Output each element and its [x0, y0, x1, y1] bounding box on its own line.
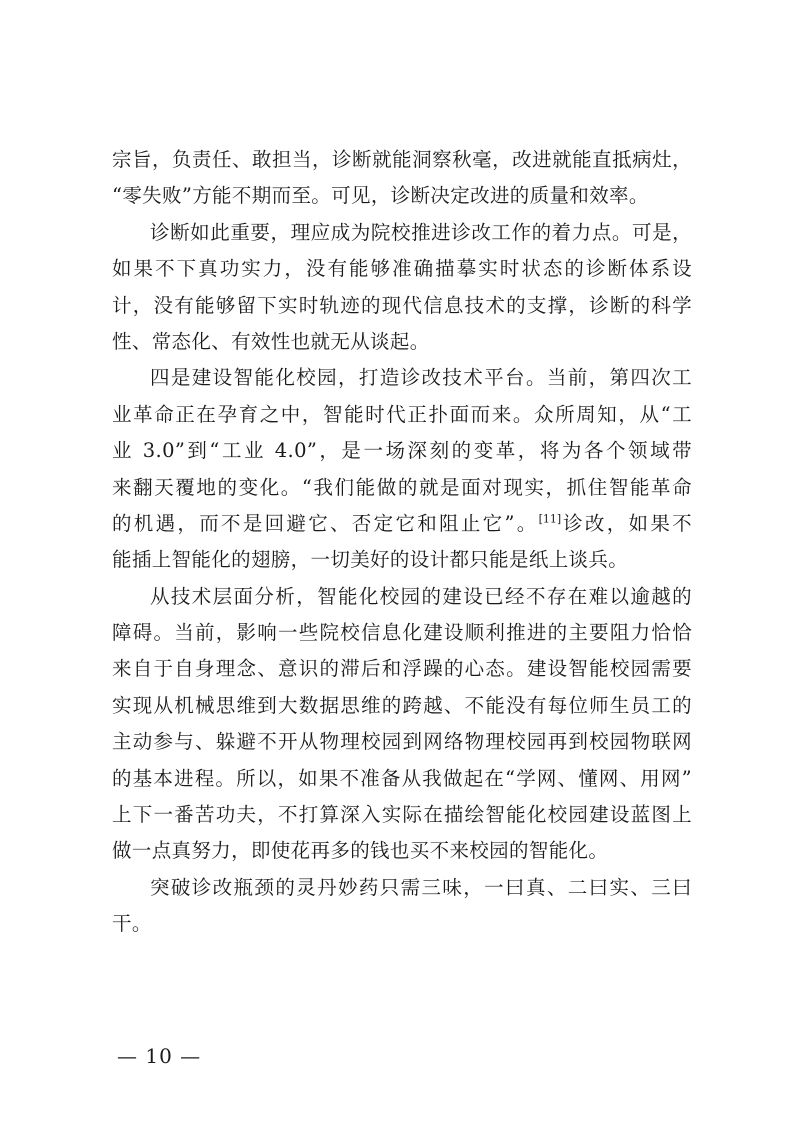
text-line: 干。 [112, 912, 152, 936]
citation-marker: [11] [538, 512, 562, 526]
text-line [112, 506, 692, 542]
text-line: 突破诊改瓶颈的灵丹妙药只需三味，一曰真、二曰实、三曰 [150, 875, 692, 899]
text-line: 实现从机械思维到大数据思维的跨越、不能没有每位师生员工的 [112, 693, 692, 717]
paragraph [112, 579, 692, 870]
text-line: 业 3.0”到“工业 4.0”，是一场深刻的变革，将为各个领域带 [112, 439, 692, 463]
paragraph [112, 870, 692, 943]
text-line: 能插上智能化的翅膀，一切美好的设计都只能是纸上谈兵。 [112, 548, 629, 572]
text-line: 性、常态化、有效性也就无从谈起。 [112, 329, 430, 353]
text-line: 四是建设智能化校园，打造诊改技术平台。当前，第四次工 [150, 366, 692, 390]
text-line: “零失败”方能不期而至。可见，诊断决定改进的质量和效率。 [112, 184, 649, 208]
page-number: — 10 — [117, 1044, 202, 1068]
text-line: 计，没有能够留下实时轨迹的现代信息技术的支撑，诊断的科学 [112, 293, 692, 317]
text-line: 上下一番苦功夫，不打算深入实际在描绘智能化校园建设蓝图上 [112, 803, 692, 827]
text-line: 如果不下真功实力，没有能够准确描摹实时状态的诊断体系设 [112, 257, 692, 281]
paragraph [112, 360, 692, 578]
paragraph [112, 142, 692, 215]
body-text [112, 142, 692, 943]
text-segment: 诊改，如果不 [561, 511, 692, 535]
text-line: 宗旨，负责任、敢担当，诊断就能洞察秋毫，改进就能直抵病灶， [112, 148, 692, 171]
text-segment: 的机遇，而不是回避它、否定它和阻止它”。 [112, 511, 539, 535]
text-line: 从技术层面分析，智能化校园的建设已经不存在难以逾越的 [150, 584, 692, 608]
text-line: 业革命正在孕育之中，智能时代正扑面而来。众所周知，从“工 [112, 402, 692, 426]
text-line: 做一点真努力，即使花再多的钱也买不来校园的智能化。 [112, 839, 609, 863]
text-line: 的基本进程。所以，如果不准备从我做起在“学网、懂网、用网” [112, 766, 692, 790]
paragraph [112, 215, 692, 361]
text-line: 主动参与、躲避不开从物理校园到网络物理校园再到校园物联网 [112, 730, 692, 754]
text-line: 来自于自身理念、意识的滞后和浮躁的心态。建设智能校园需要 [112, 657, 692, 681]
text-line: 来翻天覆地的变化。“我们能做的就是面对现实，抓住智能革命 [112, 475, 692, 499]
text-line: 诊断如此重要，理应成为院校推进诊改工作的着力点。可是， [150, 220, 692, 244]
text-line: 障碍。当前，影响一些院校信息化建设顺利推进的主要阻力恰恰 [112, 621, 692, 645]
